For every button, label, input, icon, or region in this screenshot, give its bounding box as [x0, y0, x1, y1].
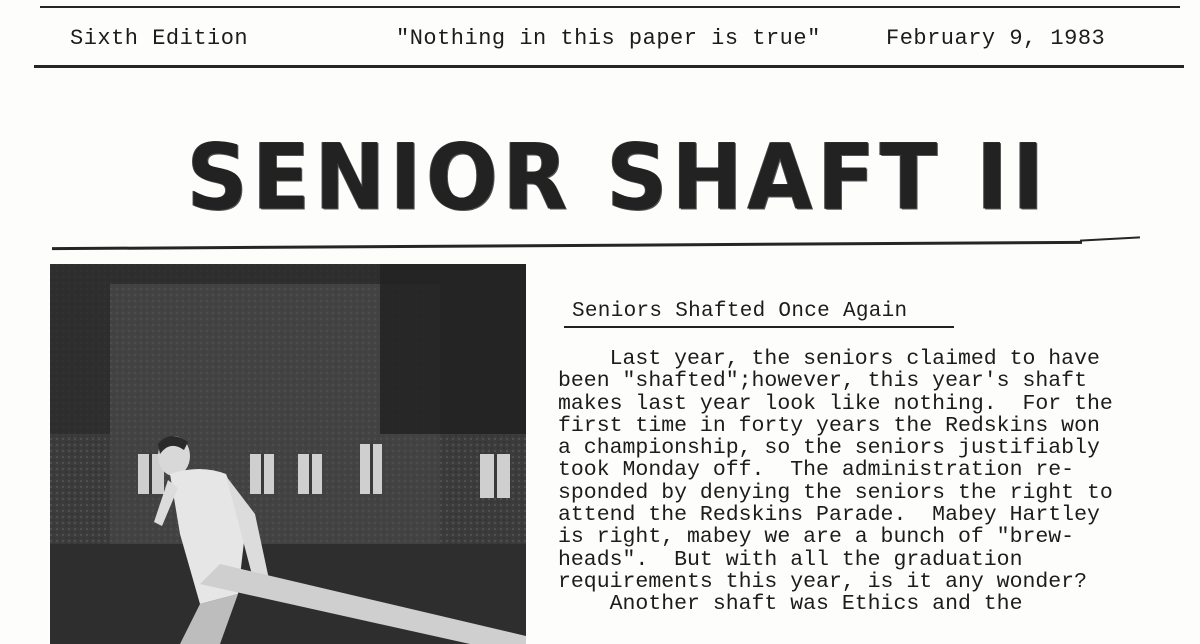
article-headline: Seniors Shafted Once Again	[572, 300, 908, 323]
article-line: heads". But with all the graduation	[558, 547, 1023, 572]
article-line: sponded by denying the seniors the right to	[558, 480, 1113, 505]
top-rule	[40, 6, 1180, 8]
article-line: a championship, so the seniors justifiably	[558, 436, 1100, 461]
article-line: makes last year look like nothing. For the	[558, 391, 1113, 416]
article-line: requirements this year, is it any wonder?	[558, 569, 1087, 594]
masthead-motto: "Nothing in this paper is true"	[396, 26, 821, 51]
newspaper-nameplate: SENIOR SHAFT II	[186, 124, 1049, 230]
nameplate-rule-tail	[1080, 236, 1140, 241]
article-line: took Monday off. The administration re-	[558, 458, 1075, 483]
article-line: Another shaft was Ethics and the	[558, 592, 1023, 617]
edition-label: Sixth Edition	[70, 26, 249, 51]
article-line: first time in forty years the Redskins won	[558, 413, 1100, 438]
article-body	[558, 348, 1188, 616]
article-line: been "shafted";however, this year's shaft	[558, 369, 1087, 394]
issue-date: February 9, 1983	[886, 26, 1106, 51]
nameplate-rule	[52, 241, 1082, 250]
article-line: attend the Redskins Parade. Mabey Hartley	[558, 503, 1100, 528]
masthead-bottom-rule	[34, 65, 1184, 68]
headline-underline	[564, 326, 954, 328]
article-line: is right, mabey we are a bunch of "brew-	[558, 525, 1075, 550]
senior-photo	[50, 264, 526, 644]
article-line: Last year, the seniors claimed to have	[558, 347, 1100, 371]
